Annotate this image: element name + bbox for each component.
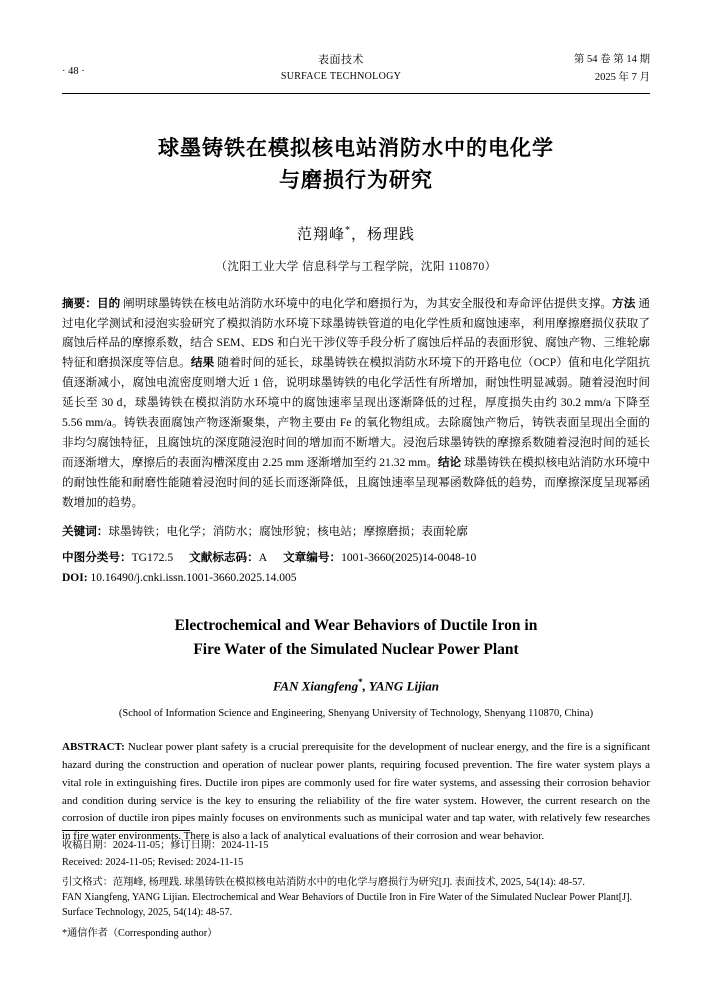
title-cn-line-1: 球墨铸铁在模拟核电站消防水中的电化学: [158, 135, 554, 160]
corresponding-author-note: *通信作者（Corresponding author）: [62, 927, 218, 939]
abstract-cn-result-label: 结果: [190, 355, 215, 370]
abstract-cn-label: 摘要：: [62, 295, 97, 310]
title-en-line-2: Fire Water of the Simulated Nuclear Power Plant: [193, 640, 519, 658]
abstract-cn-conclusion: 球墨铸铁在模拟核电站消防水环境中的耐蚀性能和耐磨性能随着浸泡时间的延长而逐渐降低，且腐蚀速率呈现幂函数降低的趋势，而摩擦深度呈现幂函数增加的趋势。: [62, 456, 650, 509]
header-divider: [62, 93, 650, 94]
page-title-en: [62, 614, 650, 661]
volume-issue-block: [500, 52, 650, 86]
abstract-en-label: ABSTRACT:: [62, 741, 125, 754]
article-number-label: 文章编号：: [283, 549, 342, 564]
clc-value: TG172.5: [131, 550, 174, 564]
author-en-first: FAN Xiangfeng: [272, 678, 359, 694]
title-en-line-1: Electrochemical and Wear Behaviors of Ductile Iron in: [174, 617, 538, 635]
running-head: [62, 52, 650, 86]
authors-en-rest: , YANG Lijian: [362, 678, 440, 694]
article-number-value: 1001-3660(2025)14-0048-10: [341, 550, 477, 564]
journal-title-block: [182, 52, 500, 84]
volume-issue: 第 54 卷 第 14 期: [573, 54, 650, 65]
title-cn-line-2: 与磨损行为研究: [279, 168, 433, 193]
doi-value: 10.16490/j.cnki.issn.1001-3660.2025.14.005: [90, 572, 297, 585]
keywords-cn-label: 关键词：: [62, 523, 109, 538]
keywords-cn-value: 球墨铸铁；电化学；消防水；腐蚀形貌；核电站；摩擦磨损；表面轮廓: [108, 524, 468, 538]
classification-line: [62, 548, 650, 568]
authors-en: [62, 677, 650, 694]
doc-code-value: A: [258, 550, 268, 564]
footer-divider: [62, 830, 190, 831]
abstract-cn-purpose: 阐明球墨铸铁在核电站消防水环境中的电化学和磨损行为，为其安全服役和寿命评估提供支撑。: [120, 296, 613, 310]
page-title-cn: [62, 132, 650, 197]
corresponding-author-marker-en: *: [358, 676, 363, 687]
doc-code-label: 文献标志码：: [189, 549, 259, 564]
journal-title-en: SURFACE TECHNOLOGY: [280, 70, 402, 82]
doi-label: DOI:: [62, 572, 88, 585]
clc-label: 中图分类号：: [62, 549, 132, 564]
abstract-cn-method-label: 方法: [612, 295, 636, 310]
footer-block: [62, 830, 650, 941]
issue-date: 2025 年 7 月: [594, 71, 650, 83]
affiliation-en: (School of Information Science and Engineering, Shenyang University of Technology, Shenyang 110870, China): [118, 708, 594, 720]
corresponding-author-marker: *: [345, 224, 351, 236]
doi-line: [62, 572, 650, 584]
received-date-cn: 收稿日期：2024-11-05；修订日期：2024-11-15: [62, 840, 269, 852]
abstract-cn: [62, 294, 650, 513]
citation-en-line-1: FAN Xiangfeng, YANG Lijian. Electrochemical and Wear Behaviors of Ductile Iron in Fire Water of the Simulated Nuclear Power Plant[J].: [62, 892, 633, 904]
received-date-en: Received: 2024-11-05; Revised: 2024-11-15: [62, 856, 244, 868]
abstract-cn-purpose-label: 目的: [96, 295, 121, 310]
citation-cn: 引文格式：范翔峰, 杨理践. 球墨铸铁在模拟核电站消防水中的电化学与磨损行为研究[J]. 表面技术, 2025, 54(14): 48-57.: [62, 876, 585, 888]
abstract-en-text: Nuclear power plant safety is a crucial prerequisite for the development of nuclear energy, and the fire is a significant hazard during the construction and operation of nuclear power plants, requiring focused prevention. The fire water system plays a vital role in extinguishing fires. Ductile iron pipes are commonly used for fire water systems, and assessing their corrosion behavior and condition during service is the key to ensuring the reliability of the fire water system. However, the current research on the corrosion of ductile iron pipes mainly focuses on environments such as municipal water and tap water, with relatively few researches in fire water environments. There is also a lack of analytical evaluations of their corrosion and wear behavior.: [62, 741, 650, 843]
authors-cn-rest: ，杨理践: [351, 226, 416, 243]
author-cn-first: 范翔峰: [296, 226, 345, 243]
citation-en-line-2: Surface Technology, 2025, 54(14): 48-57.: [62, 907, 233, 919]
authors-cn: [62, 223, 650, 244]
journal-title-cn: 表面技术: [318, 54, 364, 66]
abstract-cn-result: 随着时间的延长，球墨铸铁在模拟消防水环境下的开路电位（OCP）值和电化学阻抗值逐渐减小，腐蚀电流密度则增大近 1 倍，说明球墨铸铁的电化学活性有所增加，耐蚀性明显减弱。随着浸泡时间延长至 30 d，球墨铸铁在模拟消防水环境中的腐蚀速率呈现出逐渐降低的过程，厚度损失由约 30.2 mm/a 下降至 5.56 mm/a。铸铁表面腐蚀产物逐渐聚集，产物主要由 Fe 的氧化物组成。去除腐蚀产物后，铸铁表面呈现出全面的非均匀腐蚀特征，且腐蚀坑的深度随浸泡时间的增加而不断增大。浸泡后球墨铸铁的摩擦系数随着浸泡时间的延长而逐渐增大，摩擦后的表面沟槽深度由 2.25 mm 逐渐增加至约 21.32 mm。: [62, 356, 650, 470]
affiliation-cn: （沈阳工业大学 信息科学与工程学院，沈阳 110870）: [215, 260, 497, 273]
abstract-cn-conclusion-label: 结论: [437, 455, 462, 470]
abstract-cn-method: 通过电化学测试和浸泡实验研究了模拟消防水环境下球墨铸铁管道的电化学性质和腐蚀速率，利用摩擦磨损仪获取了腐蚀后样品的摩擦系数，结合 SEM、EDS 和白光干涉仪等手段分析了腐蚀后样品的表面形貌、腐蚀产物、三维轮廓特征和磨损深度等信息。: [62, 296, 650, 370]
page-number: · 48 ·: [62, 66, 85, 77]
keywords-cn: [62, 522, 650, 542]
